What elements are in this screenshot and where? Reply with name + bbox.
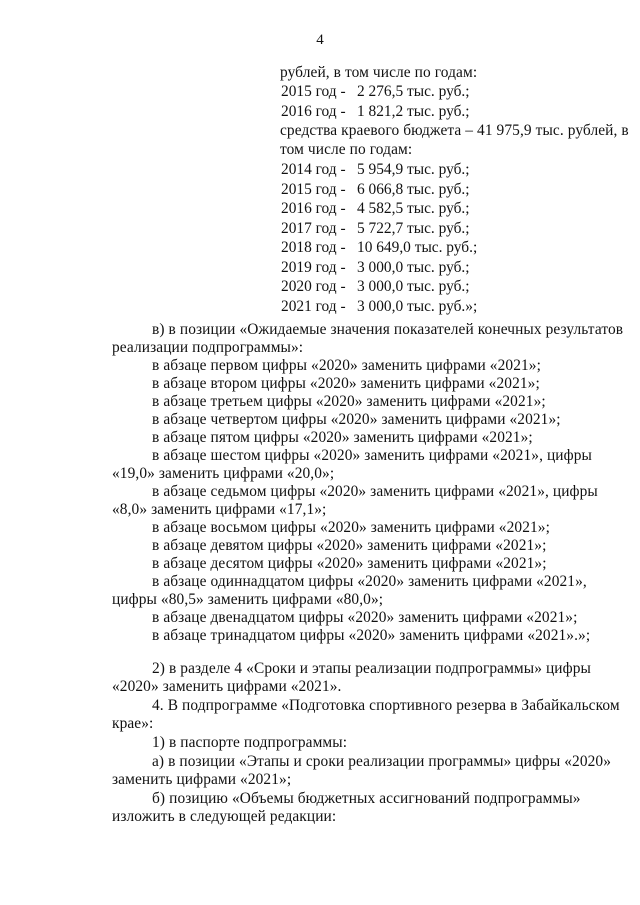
section-4-b-line1: б) позицию «Объемы бюджетных ассигнований подпрограммы» [152,790,581,807]
paragraph-a2: в абзаце втором цифры «2020» заменить цифрами «2021»; [152,375,540,392]
regional-amount-2017: 5 722,7 тыс. руб.; [357,220,470,237]
regional-amount-2021: 3 000,0 тыс. руб.»; [357,298,478,315]
regional-amount-2018: 10 649,0 тыс. руб.; [357,239,478,256]
paragraph-a7-line1: в абзаце седьмом цифры «2020» заменить цифрами «2021», цифры [152,483,598,500]
section-4-a-line2: заменить цифрами «2021»; [112,771,292,788]
regional-budget-line-2: том числе по годам: [280,141,413,158]
regional-amount-2016: 4 582,5 тыс. руб.; [357,200,470,217]
regional-year-2016: 2016 год - [281,200,346,217]
regional-year-2015: 2015 год - [281,181,346,198]
section-4-item-1: 1) в паспорте подпрограммы: [152,734,348,751]
paragraph-a10: в абзаце десятом цифры «2020» заменить цифрами «2021»; [152,555,547,572]
regional-amount-2015: 6 066,8 тыс. руб.; [357,181,470,198]
paragraph-a9: в абзаце девятом цифры «2020» заменить цифрами «2021»; [152,537,547,554]
federal-amount-2016: 1 821,2 тыс. руб.; [357,103,470,120]
paragraph-a5: в абзаце пятом цифры «2020» заменить цифрами «2021»; [152,429,533,446]
regional-year-2020: 2020 год - [281,278,346,295]
paragraph-a6-line2: «19,0» заменить цифрами «20,0»; [112,465,335,482]
regional-year-2014: 2014 год - [281,161,346,178]
regional-year-2018: 2018 год - [281,239,346,256]
regional-amount-2019: 3 000,0 тыс. руб.; [357,259,470,276]
federal-amount-2015: 2 276,5 тыс. руб.; [357,83,470,100]
regional-amount-2020: 3 000,0 тыс. руб.; [357,278,470,295]
budget-intro-line: рублей, в том числе по годам: [280,64,478,81]
paragraph-a11-line1: в абзаце одиннадцатом цифры «2020» заменить цифрами «2021», [152,573,587,590]
paragraph-v-line2: реализации подпрограммы»: [112,339,304,356]
paragraph-a8: в абзаце восьмом цифры «2020» заменить цифрами «2021»; [152,519,550,536]
paragraph-a12: в абзаце двенадцатом цифры «2020» заменить цифрами «2021»; [152,609,578,626]
section-4-line2: крае»: [112,715,154,732]
paragraph-a1: в абзаце первом цифры «2020» заменить цифрами «2021»; [152,357,541,374]
federal-year-2016: 2016 год - [281,103,346,120]
paragraph-a6-line1: в абзаце шестом цифры «2020» заменить цифрами «2021», цифры [152,447,592,464]
regional-year-2017: 2017 год - [281,220,346,237]
paragraph-a7-line2: «8,0» заменить цифрами «17,1»; [112,501,327,518]
page-number: 4 [316,32,324,48]
section-4-line1: 4. В подпрограмме «Подготовка спортивного резерва в Забайкальском [152,697,620,714]
paragraph-a11-line2: цифры «80,5» заменить цифрами «80,0»; [112,591,384,608]
paragraph-a3: в абзаце третьем цифры «2020» заменить цифрами «2021»; [152,393,546,410]
regional-budget-line: средства краевого бюджета – 41 975,9 тыс. рублей, в [280,122,629,139]
section-4-b-line2: изложить в следующей редакции: [112,808,337,825]
paragraph-v-line1: в) в позиции «Ожидаемые значения показателей конечных результатов [152,321,624,338]
regional-year-2019: 2019 год - [281,259,346,276]
section-4-a-line1: а) в позиции «Этапы и сроки реализации программы» цифры «2020» [152,753,612,770]
paragraph-a13: в абзаце тринадцатом цифры «2020» заменить цифрами «2021».»; [152,627,591,644]
federal-year-2015: 2015 год - [281,83,346,100]
section-2-line1: 2) в разделе 4 «Сроки и этапы реализации подпрограммы» цифры [152,660,591,677]
regional-year-2021: 2021 год - [281,298,346,315]
paragraph-a4: в абзаце четвертом цифры «2020» заменить цифрами «2021»; [152,411,561,428]
regional-amount-2014: 5 954,9 тыс. руб.; [357,161,470,178]
section-2-line2: «2020» заменить цифрами «2021». [112,678,342,695]
